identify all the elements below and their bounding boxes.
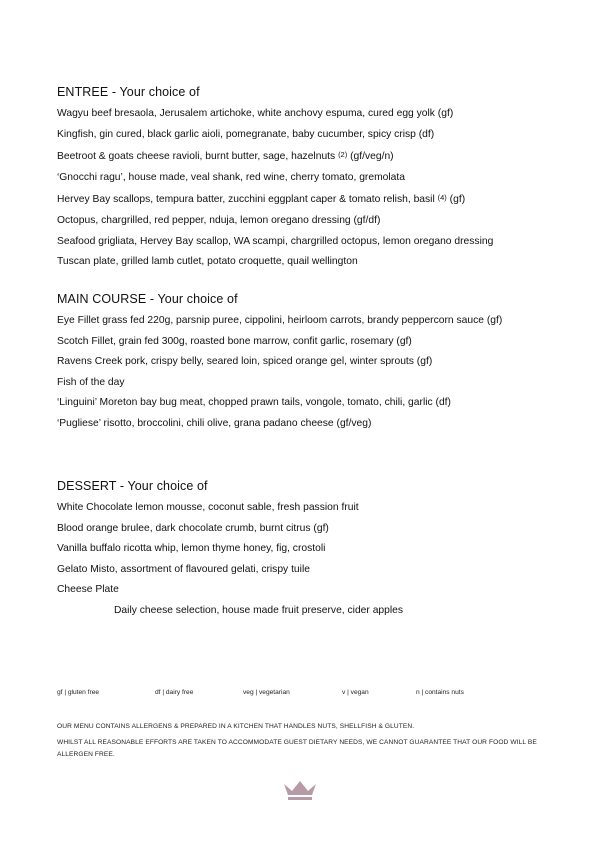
menu-item: Eye Fillet grass fed 220g, parsnip puree, cippolini, heirloom carrots, brandy peppercorn sauce (gf) <box>57 315 503 326</box>
dietary-disclaimer: WHILST ALL REASONABLE EFFORTS ARE TAKEN TO ACCOMMODATE GUEST DIETARY NEEDS, WE CANNOT GUARANTEE THAT OUR FOOD WILL BE ALLERGEN FREE. <box>57 739 537 758</box>
main-course-heading: MAIN COURSE - Your choice of <box>57 292 238 306</box>
menu-item: Ravens Creek pork, crispy belly, seared loin, spiced orange gel, winter sprouts (gf) <box>57 356 433 368</box>
entree-heading: ENTREE - Your choice of <box>57 85 200 99</box>
dessert-list <box>57 498 557 622</box>
legend-dairy-free: df | dairy free <box>155 689 194 696</box>
menu-item: Beetroot & goats cheese ravioli, burnt butter, sage, hazelnuts $^{(2)}$ (gf/veg/n) <box>57 150 394 163</box>
footnote-marker: (4) <box>437 193 447 203</box>
allergen-notice: OUR MENU CONTAINS ALLERGENS & PREPARED IN A KITCHEN THAT HANDLES NUTS, SHELLFISH & GLUTEN. <box>57 723 415 730</box>
menu-item: Cheese Plate <box>57 584 119 596</box>
menu-item: Blood orange brulee, dark chocolate crumb, burnt citrus (gf) <box>57 522 329 534</box>
diet-tag: (gf/veg/n) <box>350 151 394 163</box>
legend-contains-nuts: n | contains nuts <box>416 689 464 696</box>
legend-gluten-free: gf | gluten free <box>57 689 100 696</box>
footnote-marker: (2) <box>338 150 348 160</box>
entree-section <box>57 85 557 273</box>
menu-item: Scotch Fillet, grain fed 300g, roasted bone marrow, confit garlic, rosemary (gf) <box>57 335 412 347</box>
menu-item: Fish of the day <box>57 376 125 388</box>
menu-item: ‘Gnocchi ragu’, house made, veal shank, red wine, cherry tomato, gremolata <box>57 171 405 183</box>
menu-item: Tuscan plate, grilled lamb cutlet, potato croquette, quail wellington <box>57 256 358 268</box>
menu-item: Hervey Bay scallops, tempura batter, zucchini eggplant caper & tomato relish, basil $^{(4)}$ (gf) <box>57 193 466 206</box>
menu-item: Vanilla buffalo ricotta whip, lemon thyme honey, fig, crostoli <box>57 543 326 555</box>
menu-item: ‘Pugliese’ risotto, broccolini, chili olive, grana padano cheese (gf/veg) <box>57 417 372 429</box>
menu-item: Seafood grigliata, Hervey Bay scallop, WA scampi, chargrilled octopus, lemon oregano dressing <box>57 235 494 247</box>
crown-band <box>288 797 312 800</box>
crown-icon <box>283 779 317 801</box>
entree-list <box>57 104 557 273</box>
menu-item: White Chocolate lemon mousse, coconut sable, fresh passion fruit <box>57 502 359 513</box>
menu-item: Wagyu beef bresaola, Jerusalem artichoke, white anchovy espuma, cured egg yolk (gf) <box>57 108 454 119</box>
dessert-section <box>57 479 557 622</box>
menu-item: Octopus, chargrilled, red pepper, nduja, lemon oregano dressing (gf/df) <box>57 214 381 226</box>
dietary-legend <box>57 689 537 701</box>
diet-tag: (gf) <box>449 194 466 206</box>
main-course-section <box>57 292 557 435</box>
crown-shape <box>284 781 316 795</box>
legend-vegetarian: veg | vegetarian <box>243 689 290 696</box>
cheese-plate-description: Daily cheese selection, house made fruit preserve, cider apples <box>114 604 404 616</box>
menu-item: Kingfish, gin cured, black garlic aioli, pomegranate, baby cucumber, spicy crisp (df) <box>57 128 435 140</box>
dessert-heading: DESSERT - Your choice of <box>57 479 208 493</box>
main-course-list <box>57 311 557 435</box>
menu-item: Gelato Misto, assortment of flavoured gelati, crispy tuile <box>57 563 310 575</box>
menu-item: ‘Linguini’ Moreton bay bug meat, chopped prawn tails, vongole, tomato, chili, garlic (df) <box>57 397 451 409</box>
legend-vegan: v | vegan <box>342 689 369 696</box>
